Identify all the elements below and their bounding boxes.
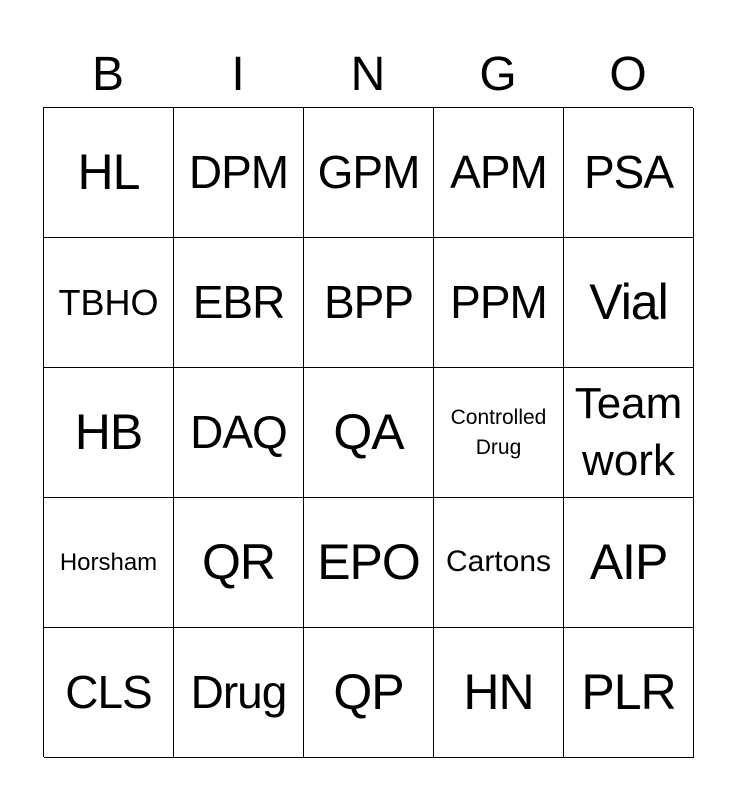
bingo-cell[interactable] <box>174 108 304 238</box>
bingo-cell[interactable] <box>564 368 694 498</box>
cell-label: CLS <box>65 666 152 719</box>
bingo-cell[interactable] <box>564 498 694 628</box>
cell-label: Vial <box>589 273 668 330</box>
cell-label: HL <box>77 143 140 200</box>
cell-label: QA <box>333 403 404 460</box>
bingo-cell[interactable] <box>44 368 174 498</box>
bingo-cell[interactable] <box>44 498 174 628</box>
cell-label: PSA <box>583 146 674 199</box>
cell-label: EBR <box>192 276 285 329</box>
bingo-cell[interactable] <box>564 628 694 758</box>
bingo-cell[interactable] <box>564 238 694 368</box>
cell-label: DAQ <box>190 406 287 459</box>
cell-label: HB <box>74 403 143 460</box>
bingo-cell[interactable] <box>304 498 434 628</box>
cell-label: TBHO <box>58 281 159 323</box>
cell-label: AIP <box>589 533 668 590</box>
cell-label: Drug <box>190 666 287 719</box>
header-letter-b: B <box>91 48 124 101</box>
bingo-cell[interactable] <box>304 368 434 498</box>
bingo-cell[interactable] <box>174 628 304 758</box>
cell-label: DPM <box>188 146 289 199</box>
cell-label: QR <box>202 533 275 590</box>
cell-label: Controlled Drug <box>450 406 547 459</box>
cell-label: EPO <box>317 533 420 590</box>
bingo-cell[interactable] <box>434 498 564 628</box>
bingo-cell[interactable] <box>304 108 434 238</box>
bingo-cell[interactable] <box>434 108 564 238</box>
cell-label: Cartons <box>445 545 552 579</box>
bingo-cell[interactable] <box>44 628 174 758</box>
cell-label: BPP <box>323 276 414 329</box>
cell-label: Horsham <box>59 548 158 576</box>
bingo-cell[interactable] <box>44 238 174 368</box>
cell-label: PLR <box>581 663 676 720</box>
bingo-grid <box>43 107 693 757</box>
header-letter-o: O <box>609 48 647 101</box>
bingo-cell[interactable] <box>564 108 694 238</box>
bingo-cell[interactable] <box>174 498 304 628</box>
bingo-cell[interactable] <box>44 108 174 238</box>
bingo-cell[interactable] <box>174 368 304 498</box>
bingo-header <box>43 44 693 106</box>
cell-label: GPM <box>317 146 420 199</box>
bingo-cell[interactable] <box>304 238 434 368</box>
header-letter-i: I <box>231 48 245 101</box>
cell-label: APM <box>450 146 547 199</box>
bingo-cell[interactable] <box>174 238 304 368</box>
cell-label: PPM <box>450 276 547 329</box>
bingo-cell[interactable] <box>434 238 564 368</box>
bingo-cell[interactable] <box>304 628 434 758</box>
header-letter-n: N <box>350 48 386 101</box>
header-letter-g: G <box>479 48 517 101</box>
cell-label: QP <box>333 663 404 720</box>
bingo-cell[interactable] <box>434 628 564 758</box>
bingo-cell[interactable] <box>434 368 564 498</box>
cell-label: Team work <box>574 379 683 485</box>
cell-label: HN <box>463 663 534 720</box>
